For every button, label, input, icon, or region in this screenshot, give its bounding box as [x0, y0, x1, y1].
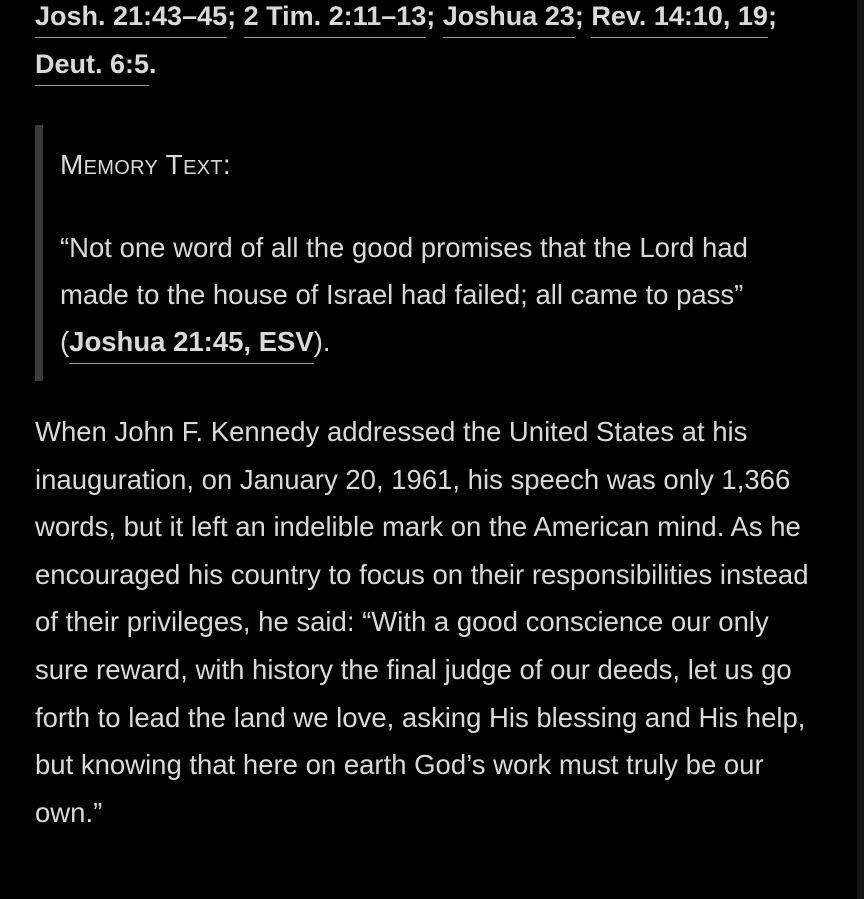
memory-quote-end: ).	[313, 326, 331, 357]
reference-separator: ;	[767, 1, 777, 31]
memory-text-quote	[60, 224, 810, 365]
memory-text-block	[35, 125, 815, 381]
reference-link[interactable]: Rev. 14:10, 19	[591, 1, 768, 38]
intro-paragraph: When John F. Kennedy addressed the United States at his inauguration, on January 20, 1961, his speech was only 1,366 words, but it left an indelible mark on the American mind. As he encouraged his country to focus on their responsibilities instead of their privileges, he said: “With a good conscience our only sure reward, with history the final judge of our deeds, let us go forth to lead the land we love, asking His blessing and His help, but knowing that here on earth God’s work must truly be our own.”	[35, 416, 809, 828]
reference-period: .	[149, 49, 157, 79]
memory-text-title: Memory Text:	[60, 149, 231, 180]
scripture-references	[35, 0, 825, 88]
memory-quote-text: “Not one word of all the good promises that the Lord had made to the house of Israel had failed; all came to pass” (	[60, 232, 748, 357]
reference-separator: ;	[227, 1, 244, 31]
reference-link[interactable]: Joshua 23	[443, 1, 575, 38]
reference-link[interactable]: 2 Tim. 2:11–13	[244, 1, 427, 38]
reference-link[interactable]: Josh. 21:43–45	[35, 1, 227, 38]
reference-separator: ;	[574, 1, 592, 31]
reference-separator: ;	[426, 1, 443, 31]
scrollbar-track[interactable]	[857, 0, 864, 899]
memory-citation-link[interactable]: Joshua 21:45, ESV	[69, 326, 314, 364]
blockquote-bar	[35, 125, 43, 381]
reference-link[interactable]: Deut. 6:5	[35, 49, 149, 86]
